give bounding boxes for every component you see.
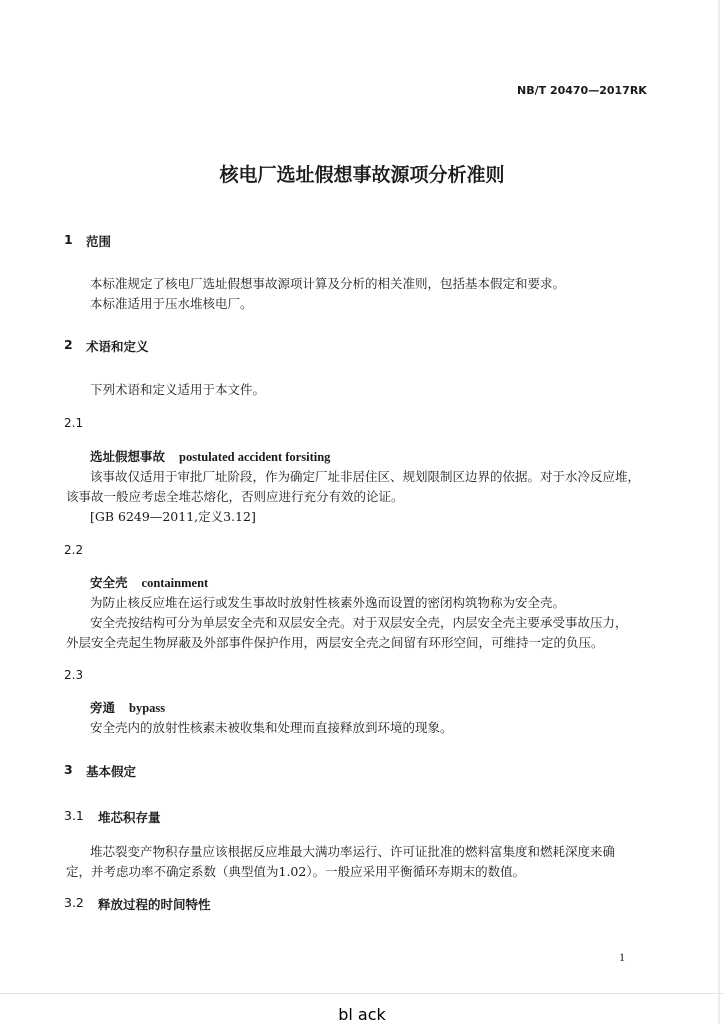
clause-2-3-term — [90, 698, 165, 716]
section-1-title: 范围 — [86, 234, 112, 249]
term-cn: 选址假想事故 — [90, 449, 166, 464]
term-en: bypass — [129, 701, 166, 715]
document-title: 核电厂选址假想事故源项分析准则 — [219, 164, 505, 186]
clause-3-1-title: 堆芯积存量 — [98, 810, 161, 825]
footer-label: bl ack — [338, 1005, 386, 1024]
clause-3-2-number: 3.2 — [64, 895, 84, 910]
term-en: containment — [141, 576, 209, 590]
section-2-number: 2 — [64, 337, 73, 352]
clause-2-2-number: 2.2 — [64, 543, 84, 557]
footer-divider — [0, 993, 724, 994]
term-cn: 安全壳 — [90, 575, 128, 590]
standard-code: NB/T 20470—2017RK — [517, 84, 647, 97]
section-2-title: 术语和定义 — [86, 339, 149, 354]
clause-3-1-line-2: 定，并考虑功率不确定系数（典型值为1.02）。一般应采用平衡循环寿期末的数值。 — [66, 864, 526, 879]
term-en: postulated accident forsiting — [179, 450, 331, 464]
clause-2-2-term — [90, 573, 208, 591]
section-1-paragraph-1: 本标准规定了核电厂选址假想事故源项计算及分析的相关准则，包括基本假定和要求。 — [90, 276, 566, 291]
clause-2-1-reference: [GB 6249—2011,定义3.12] — [90, 509, 256, 524]
section-3-title: 基本假定 — [86, 764, 137, 779]
section-2-intro: 下列术语和定义适用于本文件。 — [90, 382, 266, 397]
page-number: 1 — [619, 950, 625, 964]
section-1-number: 1 — [64, 232, 73, 247]
clause-2-1-number: 2.1 — [64, 416, 84, 430]
clause-2-1-term — [90, 447, 330, 465]
scan-edge — [718, 0, 720, 1024]
clause-2-2-line-2: 安全壳按结构可分为单层安全壳和双层安全壳。对于双层安全壳，内层安全壳主要承受事故压力， — [90, 615, 628, 630]
section-3-number: 3 — [64, 762, 73, 777]
clause-2-2-line-3: 外层安全壳起生物屏蔽及外部事件保护作用，两层安全壳之间留有环形空间，可维持一定的负压。 — [66, 635, 604, 650]
clause-3-1-number: 3.1 — [64, 808, 84, 823]
clause-2-3-number: 2.3 — [64, 668, 84, 682]
term-cn: 旁通 — [90, 700, 116, 715]
clause-3-2-title: 释放过程的时间特性 — [98, 897, 211, 912]
clause-2-1-line-1: 该事故仅适用于审批厂址阶段，作为确定厂址非居住区、规划限制区边界的依据。对于水冷反应堆， — [90, 469, 641, 484]
clause-2-2-line-1: 为防止核反应堆在运行或发生事故时放射性核素外逸而设置的密闭构筑物称为安全壳。 — [90, 595, 566, 610]
section-1-paragraph-2: 本标准适用于压水堆核电厂。 — [90, 296, 253, 311]
clause-2-1-line-2: 该事故一般应考虑全堆芯熔化，否则应进行充分有效的论证。 — [66, 489, 404, 504]
clause-2-3-line-1: 安全壳内的放射性核素未被收集和处理而直接释放到环境的现象。 — [90, 720, 453, 735]
clause-3-1-line-1: 堆芯裂变产物积存量应该根据反应堆最大满功率运行、许可证批准的燃料富集度和燃耗深度来确 — [90, 844, 616, 859]
